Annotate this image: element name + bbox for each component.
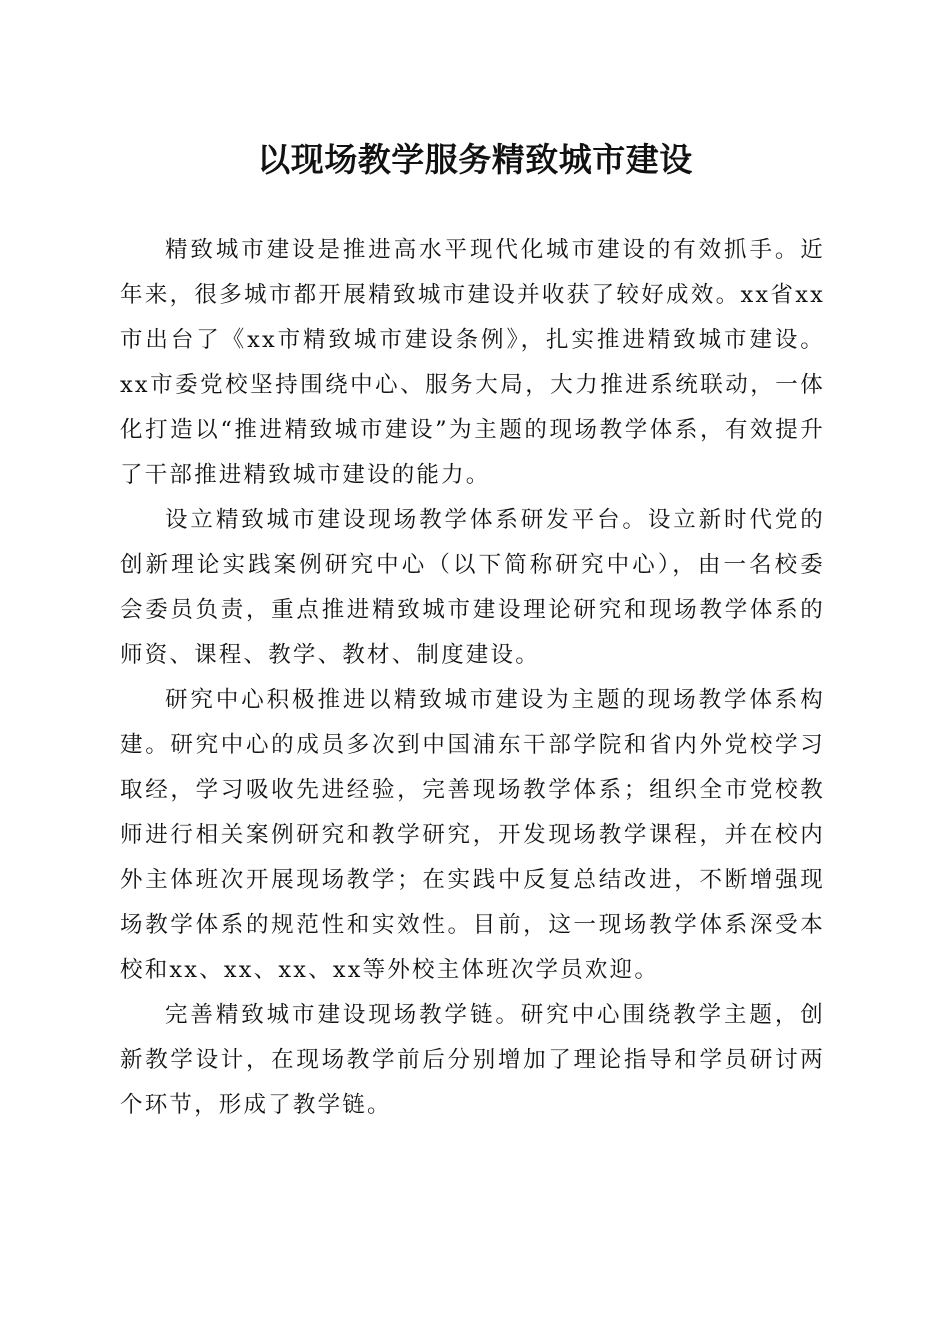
paragraph-intro: 精致城市建设是推进高水平现代化城市建设的有效抓手。近年来，很多城市都开展精致城市建设并收获了较好成效。xx省xx市出台了《xx市精致城市建设条例》，扎实推进精致城市建设。xx市委党校坚持围绕中心、服务大局，大力推进系统联动，一体化打造以“推进精致城市建设”为主题的现场教学体系，有效提升了干部推进精致城市建设的能力。: [120, 237, 825, 488]
document-title: 以现场教学服务精致城市建设: [257, 140, 693, 179]
paragraph-platform: 设立精致城市建设现场教学体系研发平台。设立新时代党的创新理论实践案例研究中心（以下简称研究中心），由一名校委会委员负责，重点推进精致城市建设理论研究和现场教学体系的师资、课程、教学、教材、制度建设。: [120, 507, 825, 668]
paragraph-research-center: 研究中心积极推进以精致城市建设为主题的现场教学体系构建。研究中心的成员多次到中国浦东干部学院和省内外党校学习取经，学习吸收先进经验，完善现场教学体系；组织全市党校教师进行相关案例研究和教学研究，开发现场教学课程，并在校内外主体班次开展现场教学；在实践中反复总结改进，不断增强现场教学体系的规范性和实效性。目前，这一现场教学体系深受本校和xx、xx、xx、xx等外校主体班次学员欢迎。: [120, 687, 825, 983]
document-body: [120, 228, 825, 1128]
paragraph-teaching-chain: 完善精致城市建设现场教学链。研究中心围绕教学主题，创新教学设计，在现场教学前后分别增加了理论指导和学员研讨两个环节，形成了教学链。: [120, 1002, 825, 1118]
